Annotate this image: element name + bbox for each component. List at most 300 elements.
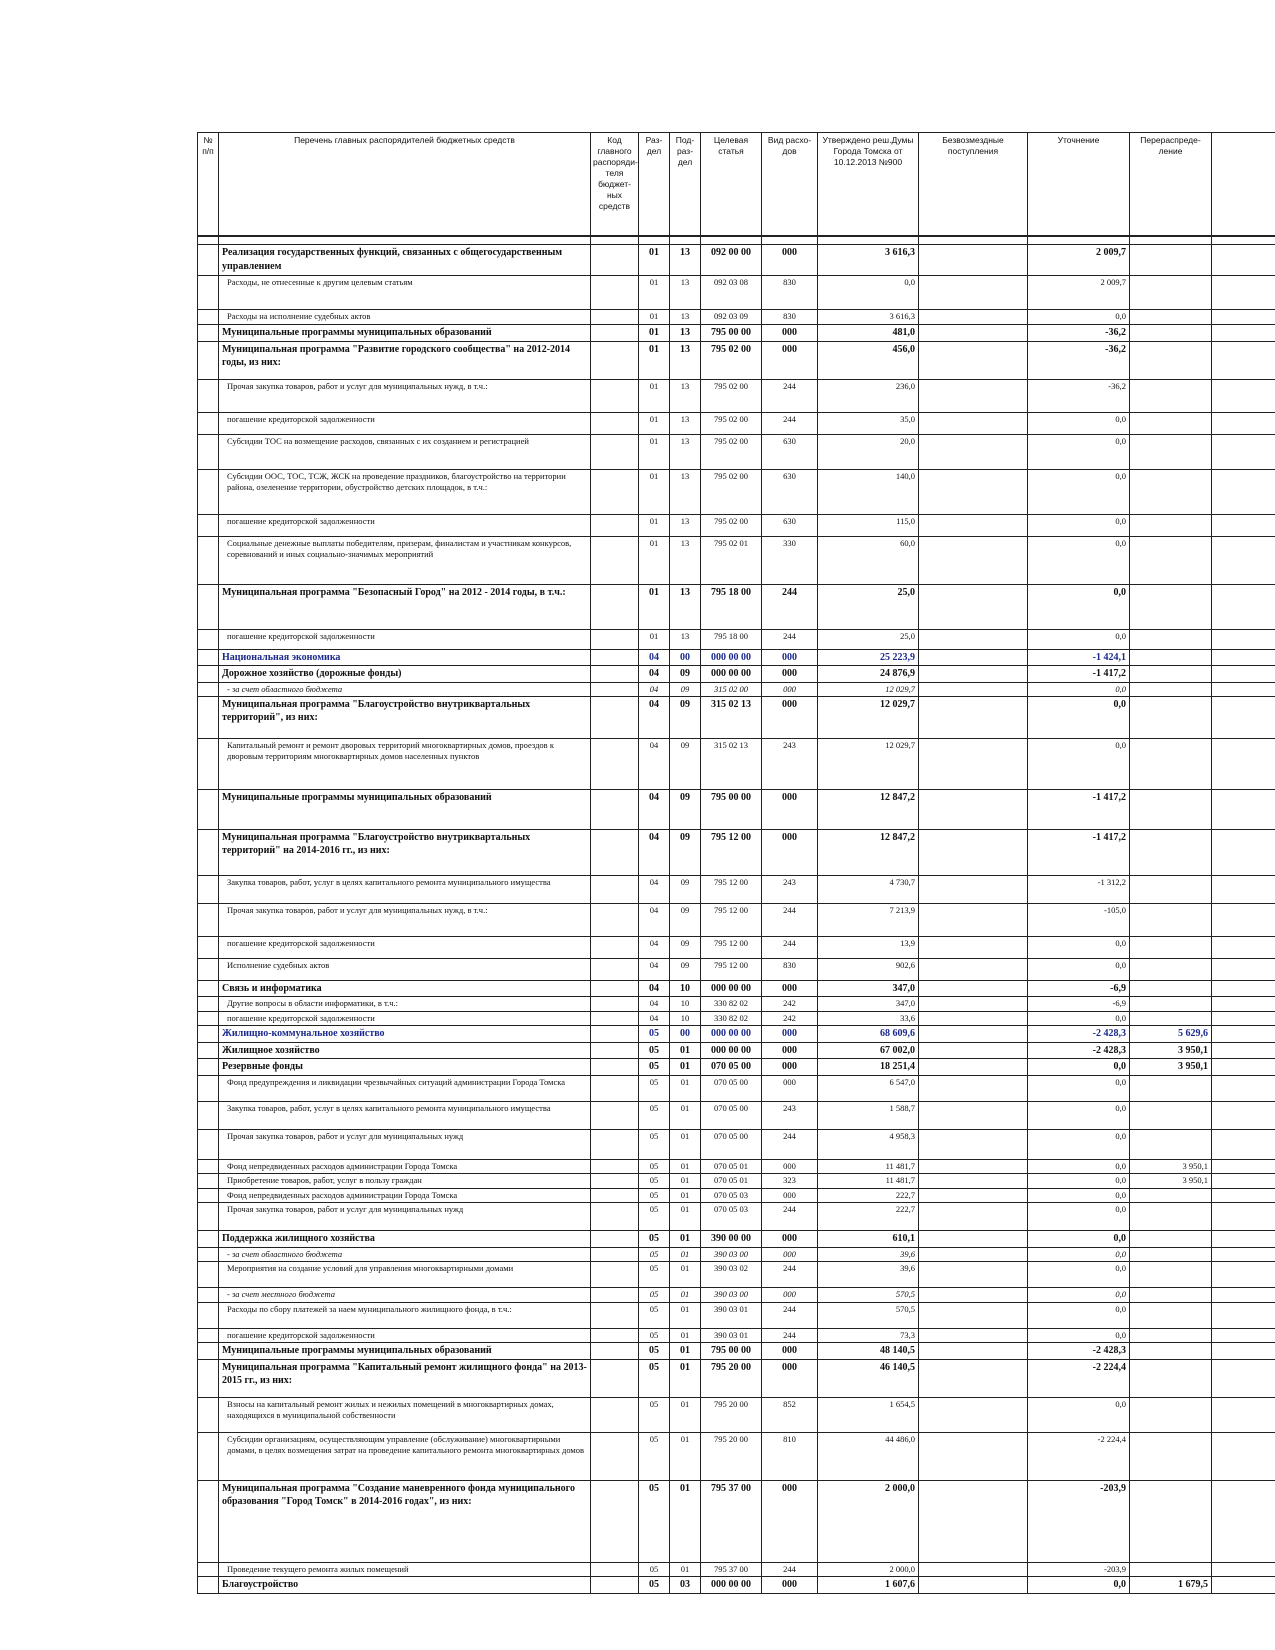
cell-target: 795 00 00 [701, 325, 762, 342]
cell-podrazdel: 01 [670, 1397, 701, 1432]
cell-code [591, 1288, 639, 1302]
cell-approved: 13,9 [818, 936, 919, 958]
cell-clarify: 0,0 [1028, 536, 1130, 584]
cell-razdel: 05 [639, 1129, 670, 1159]
cell-num [198, 1262, 219, 1288]
cell-podrazdel: 13 [670, 325, 701, 342]
cell-redistribution [1130, 536, 1212, 584]
cell-razdel: 04 [639, 1011, 670, 1025]
cell-razdel: 05 [639, 1203, 670, 1231]
cell-approved: 44 486,0 [818, 1432, 919, 1480]
cell-name: погашение кредиторской задолженности [219, 1011, 591, 1025]
cell-clarify: -2 428,3 [1028, 1042, 1130, 1059]
cell-name: погашение кредиторской задолженности [219, 412, 591, 434]
cell-extra [1212, 1174, 1275, 1188]
cell-code [591, 310, 639, 325]
cell-vid: 830 [762, 958, 818, 980]
cell-podrazdel: 01 [670, 1302, 701, 1328]
cell-podrazdel: 01 [670, 1328, 701, 1342]
cell-vid: 000 [762, 1480, 818, 1562]
cell-code [591, 1011, 639, 1025]
cell-approved: 6 547,0 [818, 1075, 919, 1101]
cell-name: погашение кредиторской задолженности [219, 514, 591, 536]
cell-clarify: 0,0 [1028, 514, 1130, 536]
cell-free [919, 1231, 1028, 1248]
header-podrazdel: Под-раз-дел [670, 133, 701, 237]
cell-target: 070 05 00 [701, 1101, 762, 1129]
cell-clarify: 0,0 [1028, 738, 1130, 789]
cell-free [919, 903, 1028, 936]
cell-name: Прочая закупка товаров, работ и услуг для муниципальных нужд [219, 1129, 591, 1159]
cell-extra [1212, 875, 1275, 903]
cell-target: 000 00 00 [701, 649, 762, 666]
cell-name: Жилищно-коммунальное хозяйство [219, 1026, 591, 1043]
cell-free [919, 1397, 1028, 1432]
cell-name: Реализация государственных функций, связанных с общегосударственным управлением [219, 245, 591, 276]
table-row [198, 1042, 1275, 1059]
table-row [198, 1231, 1275, 1248]
cell-code [591, 276, 639, 310]
cell-podrazdel: 01 [670, 1231, 701, 1248]
cell-num [198, 936, 219, 958]
cell-clarify: -36,2 [1028, 341, 1130, 379]
cell-razdel: 05 [639, 1174, 670, 1188]
cell-vid: 000 [762, 829, 818, 875]
cell-approved: 25 223,9 [818, 649, 919, 666]
cell-target: 795 12 00 [701, 958, 762, 980]
cell-approved: 456,0 [818, 341, 919, 379]
cell-num [198, 696, 219, 738]
cell-podrazdel: 13 [670, 536, 701, 584]
cell-clarify: 0,0 [1028, 412, 1130, 434]
cell-code [591, 325, 639, 342]
cell-target: 092 00 00 [701, 245, 762, 276]
cell-num [198, 379, 219, 412]
table-row [198, 412, 1275, 434]
cell-num [198, 682, 219, 696]
cell-podrazdel: 13 [670, 341, 701, 379]
cell-free [919, 1262, 1028, 1288]
cell-extra [1212, 1129, 1275, 1159]
cell-razdel: 01 [639, 412, 670, 434]
cell-redistribution [1130, 1231, 1212, 1248]
cell-razdel: 04 [639, 875, 670, 903]
cell-target: 795 12 00 [701, 903, 762, 936]
cell-name: - за счет областного бюджета [219, 682, 591, 696]
cell-clarify: -1 312,2 [1028, 875, 1130, 903]
table-row [198, 469, 1275, 514]
cell-redistribution [1130, 1188, 1212, 1202]
cell-extra [1212, 738, 1275, 789]
cell-num [198, 514, 219, 536]
cell-extra [1212, 245, 1275, 276]
cell-razdel: 05 [639, 1432, 670, 1480]
cell-podrazdel: 01 [670, 1203, 701, 1231]
cell-redistribution [1130, 696, 1212, 738]
cell-code [591, 1432, 639, 1480]
cell-free [919, 1011, 1028, 1025]
cell-num [198, 1042, 219, 1059]
header-razdel: Раз-дел [639, 133, 670, 237]
cell-vid: 000 [762, 1288, 818, 1302]
cell-approved: 24 876,9 [818, 666, 919, 683]
header-clarify: Уточнение [1028, 133, 1130, 237]
cell-free [919, 245, 1028, 276]
cell-name: погашение кредиторской задолженности [219, 1328, 591, 1342]
cell-clarify: 0,0 [1028, 1203, 1130, 1231]
cell-name: Закупка товаров, работ, услуг в целях капитального ремонта муниципального имущества [219, 1101, 591, 1129]
cell-free [919, 1432, 1028, 1480]
cell-razdel: 05 [639, 1302, 670, 1328]
cell-free [919, 936, 1028, 958]
budget-table [197, 132, 1275, 1594]
cell-vid: 244 [762, 1562, 818, 1576]
table-body [198, 236, 1275, 1593]
cell-num [198, 903, 219, 936]
cell-redistribution: 1 679,5 [1130, 1577, 1212, 1594]
cell-vid: 330 [762, 536, 818, 584]
cell-razdel: 01 [639, 310, 670, 325]
cell-target: 795 37 00 [701, 1562, 762, 1576]
table-row [198, 829, 1275, 875]
cell-vid: 242 [762, 997, 818, 1011]
table-row [198, 980, 1275, 997]
cell-approved: 222,7 [818, 1203, 919, 1231]
cell-name: Прочая закупка товаров, работ и услуг для муниципальных нужд, в т.ч.: [219, 903, 591, 936]
cell-approved: 347,0 [818, 980, 919, 997]
table-row [198, 536, 1275, 584]
cell-free [919, 514, 1028, 536]
cell-podrazdel: 13 [670, 412, 701, 434]
cell-free [919, 1247, 1028, 1261]
cell-free [919, 1480, 1028, 1562]
cell-podrazdel: 09 [670, 903, 701, 936]
cell-approved: 236,0 [818, 379, 919, 412]
cell-extra [1212, 1577, 1275, 1594]
cell-vid: 000 [762, 1059, 818, 1076]
cell-extra [1212, 1059, 1275, 1076]
cell-approved: 25,0 [818, 629, 919, 649]
cell-code [591, 1101, 639, 1129]
cell-clarify: 0,0 [1028, 584, 1130, 629]
cell-num [198, 829, 219, 875]
cell-extra [1212, 1159, 1275, 1173]
cell-extra [1212, 1011, 1275, 1025]
cell-code [591, 649, 639, 666]
table-row [198, 958, 1275, 980]
cell-code [591, 696, 639, 738]
cell-extra [1212, 1328, 1275, 1342]
cell-vid: 000 [762, 696, 818, 738]
cell-code [591, 936, 639, 958]
cell-razdel: 05 [639, 1159, 670, 1173]
cell-approved: 11 481,7 [818, 1174, 919, 1188]
cell-free [919, 276, 1028, 310]
cell-clarify: -6,9 [1028, 997, 1130, 1011]
cell-extra [1212, 682, 1275, 696]
cell-redistribution [1130, 1562, 1212, 1576]
cell-vid: 000 [762, 1026, 818, 1043]
cell-num [198, 276, 219, 310]
cell-name: Прочая закупка товаров, работ и услуг для муниципальных нужд [219, 1203, 591, 1231]
cell-extra [1212, 1188, 1275, 1202]
cell-razdel: 05 [639, 1397, 670, 1432]
table-row [198, 666, 1275, 683]
cell-target: 000 00 00 [701, 1042, 762, 1059]
table-row [198, 1129, 1275, 1159]
cell-redistribution [1130, 875, 1212, 903]
cell-code [591, 1059, 639, 1076]
table-row [198, 903, 1275, 936]
cell-vid: 244 [762, 1262, 818, 1288]
table-row [198, 682, 1275, 696]
cell-approved: 7 213,9 [818, 903, 919, 936]
cell-code [591, 1159, 639, 1173]
cell-redistribution: 3 950,1 [1130, 1059, 1212, 1076]
table-row [198, 1101, 1275, 1129]
cell-num [198, 1159, 219, 1173]
cell-vid: 000 [762, 341, 818, 379]
cell-name: Фонд непредвиденных расходов администрации Города Томска [219, 1188, 591, 1202]
cell-vid: 244 [762, 936, 818, 958]
cell-extra [1212, 1397, 1275, 1432]
cell-target: 795 20 00 [701, 1359, 762, 1397]
cell-name: Капитальный ремонт и ремонт дворовых территорий многоквартирных домов, проездов к дворовым территориям многоквартирных домов населенных пунктов [219, 738, 591, 789]
table-row [198, 1328, 1275, 1342]
cell-free [919, 1343, 1028, 1360]
cell-podrazdel: 09 [670, 829, 701, 875]
cell-approved: 1 654,5 [818, 1397, 919, 1432]
cell-extra [1212, 310, 1275, 325]
cell-name: Проведение текущего ремонта жилых помещений [219, 1562, 591, 1576]
cell-target: 795 02 00 [701, 341, 762, 379]
cell-num [198, 1432, 219, 1480]
cell-podrazdel: 13 [670, 584, 701, 629]
cell-code [591, 903, 639, 936]
cell-vid: 000 [762, 1247, 818, 1261]
cell-redistribution [1130, 1432, 1212, 1480]
cell-razdel: 05 [639, 1562, 670, 1576]
cell-clarify: -1 417,2 [1028, 829, 1130, 875]
cell-approved: 33,6 [818, 1011, 919, 1025]
cell-podrazdel: 01 [670, 1247, 701, 1261]
cell-code [591, 1075, 639, 1101]
cell-num [198, 1203, 219, 1231]
cell-clarify: -203,9 [1028, 1562, 1130, 1576]
cell-target: 000 00 00 [701, 666, 762, 683]
cell-name: Расходы по сбору платежей за наем муниципального жилищного фонда, в т.ч.: [219, 1302, 591, 1328]
cell-podrazdel: 01 [670, 1562, 701, 1576]
table-row [198, 341, 1275, 379]
cell-approved: 68 609,6 [818, 1026, 919, 1043]
cell-razdel: 04 [639, 958, 670, 980]
cell-clarify: 0,0 [1028, 629, 1130, 649]
cell-vid: 830 [762, 276, 818, 310]
cell-num [198, 536, 219, 584]
cell-approved: 73,3 [818, 1328, 919, 1342]
cell-razdel: 05 [639, 1577, 670, 1594]
cell-razdel: 05 [639, 1042, 670, 1059]
cell-target: 330 82 02 [701, 997, 762, 1011]
cell-extra [1212, 1302, 1275, 1328]
cell-code [591, 789, 639, 829]
cell-extra [1212, 1101, 1275, 1129]
cell-clarify: 0,0 [1028, 1075, 1130, 1101]
cell-razdel: 01 [639, 341, 670, 379]
cell-name: Поддержка жилищного хозяйства [219, 1231, 591, 1248]
cell-extra [1212, 1247, 1275, 1261]
table-row [198, 1397, 1275, 1432]
cell-clarify: 0,0 [1028, 1328, 1130, 1342]
cell-free [919, 1188, 1028, 1202]
cell-free [919, 1577, 1028, 1594]
table-row [198, 276, 1275, 310]
cell-redistribution [1130, 1075, 1212, 1101]
cell-num [198, 1101, 219, 1129]
cell-target: 795 18 00 [701, 629, 762, 649]
cell-extra [1212, 903, 1275, 936]
cell-target: 390 03 01 [701, 1302, 762, 1328]
cell-code [591, 341, 639, 379]
cell-redistribution [1130, 341, 1212, 379]
cell-vid: 000 [762, 666, 818, 683]
cell-vid: 000 [762, 980, 818, 997]
cell-redistribution [1130, 997, 1212, 1011]
cell-free [919, 1075, 1028, 1101]
cell-clarify: 0,0 [1028, 958, 1130, 980]
cell-approved: 222,7 [818, 1188, 919, 1202]
cell-free [919, 1174, 1028, 1188]
cell-name: погашение кредиторской задолженности [219, 936, 591, 958]
cell-razdel: 04 [639, 789, 670, 829]
cell-approved: 570,5 [818, 1288, 919, 1302]
cell-redistribution [1130, 469, 1212, 514]
cell-extra [1212, 469, 1275, 514]
cell-approved: 25,0 [818, 584, 919, 629]
cell-num [198, 412, 219, 434]
cell-vid: 244 [762, 412, 818, 434]
cell-redistribution [1130, 1288, 1212, 1302]
cell-podrazdel: 01 [670, 1343, 701, 1360]
cell-free [919, 412, 1028, 434]
cell-extra [1212, 1343, 1275, 1360]
cell-extra [1212, 1026, 1275, 1043]
cell-approved: 610,1 [818, 1231, 919, 1248]
cell-vid: 000 [762, 649, 818, 666]
cell-clarify: 0,0 [1028, 1174, 1130, 1188]
cell-free [919, 1042, 1028, 1059]
cell-clarify: 0,0 [1028, 469, 1130, 514]
table-row [198, 1577, 1275, 1594]
cell-clarify: 0,0 [1028, 1577, 1130, 1594]
header-approved: Утверждено реш.Думы Города Томска от 10.12.2013 №900 [818, 133, 919, 237]
cell-vid: 000 [762, 1042, 818, 1059]
cell-podrazdel: 01 [670, 1129, 701, 1159]
cell-target: 795 37 00 [701, 1480, 762, 1562]
cell-extra [1212, 958, 1275, 980]
table-row [198, 245, 1275, 276]
cell-clarify: 0,0 [1028, 1288, 1130, 1302]
cell-vid: 244 [762, 1328, 818, 1342]
cell-extra [1212, 936, 1275, 958]
cell-podrazdel: 01 [670, 1188, 701, 1202]
cell-redistribution [1130, 434, 1212, 469]
cell-code [591, 245, 639, 276]
cell-clarify: 0,0 [1028, 936, 1130, 958]
table-row [198, 310, 1275, 325]
cell-free [919, 696, 1028, 738]
cell-vid: 000 [762, 1231, 818, 1248]
cell-target: 795 20 00 [701, 1432, 762, 1480]
table-row [198, 1302, 1275, 1328]
cell-num [198, 875, 219, 903]
cell-code [591, 514, 639, 536]
cell-podrazdel: 01 [670, 1359, 701, 1397]
table-row [198, 997, 1275, 1011]
cell-name: Резервные фонды [219, 1059, 591, 1076]
cell-approved: 4 958,3 [818, 1129, 919, 1159]
cell-code [591, 682, 639, 696]
cell-redistribution [1130, 903, 1212, 936]
cell-clarify: 0,0 [1028, 1231, 1130, 1248]
cell-podrazdel: 09 [670, 738, 701, 789]
cell-code [591, 1247, 639, 1261]
cell-podrazdel: 10 [670, 980, 701, 997]
cell-podrazdel: 01 [670, 1042, 701, 1059]
cell-name: Социальные денежные выплаты победителям, призерам, финалистам и участникам конкурсов, соревнований и иных социально-значимых мероприятий [219, 536, 591, 584]
cell-razdel: 05 [639, 1343, 670, 1360]
cell-name: Муниципальная программа "Развитие городского сообщества" на 2012-2014 годы, из них: [219, 341, 591, 379]
cell-razdel: 04 [639, 936, 670, 958]
cell-extra [1212, 980, 1275, 997]
cell-extra [1212, 1562, 1275, 1576]
cell-approved: 0,0 [818, 276, 919, 310]
cell-name: - за счет местного бюджета [219, 1288, 591, 1302]
cell-clarify: -6,9 [1028, 980, 1130, 997]
cell-redistribution [1130, 325, 1212, 342]
cell-free [919, 1059, 1028, 1076]
cell-free [919, 379, 1028, 412]
header-num: № п/п [198, 133, 219, 237]
cell-razdel: 04 [639, 997, 670, 1011]
cell-redistribution [1130, 789, 1212, 829]
cell-podrazdel: 00 [670, 1026, 701, 1043]
cell-extra [1212, 789, 1275, 829]
cell-clarify: 0,0 [1028, 310, 1130, 325]
cell-target: 390 03 02 [701, 1262, 762, 1288]
cell-name: Жилищное хозяйство [219, 1042, 591, 1059]
cell-free [919, 1129, 1028, 1159]
cell-free [919, 325, 1028, 342]
cell-code [591, 1343, 639, 1360]
cell-clarify: -2 428,3 [1028, 1026, 1130, 1043]
header-spacer-row [198, 236, 1275, 245]
cell-code [591, 1562, 639, 1576]
cell-vid: 000 [762, 1359, 818, 1397]
cell-podrazdel: 13 [670, 276, 701, 310]
cell-code [591, 1188, 639, 1202]
cell-podrazdel: 09 [670, 875, 701, 903]
cell-code [591, 666, 639, 683]
cell-name: - за счет областного бюджета [219, 1247, 591, 1261]
cell-target: 092 03 09 [701, 310, 762, 325]
cell-approved: 46 140,5 [818, 1359, 919, 1397]
cell-extra [1212, 997, 1275, 1011]
cell-code [591, 1302, 639, 1328]
cell-approved: 3 616,3 [818, 310, 919, 325]
cell-redistribution [1130, 738, 1212, 789]
cell-vid: 244 [762, 629, 818, 649]
